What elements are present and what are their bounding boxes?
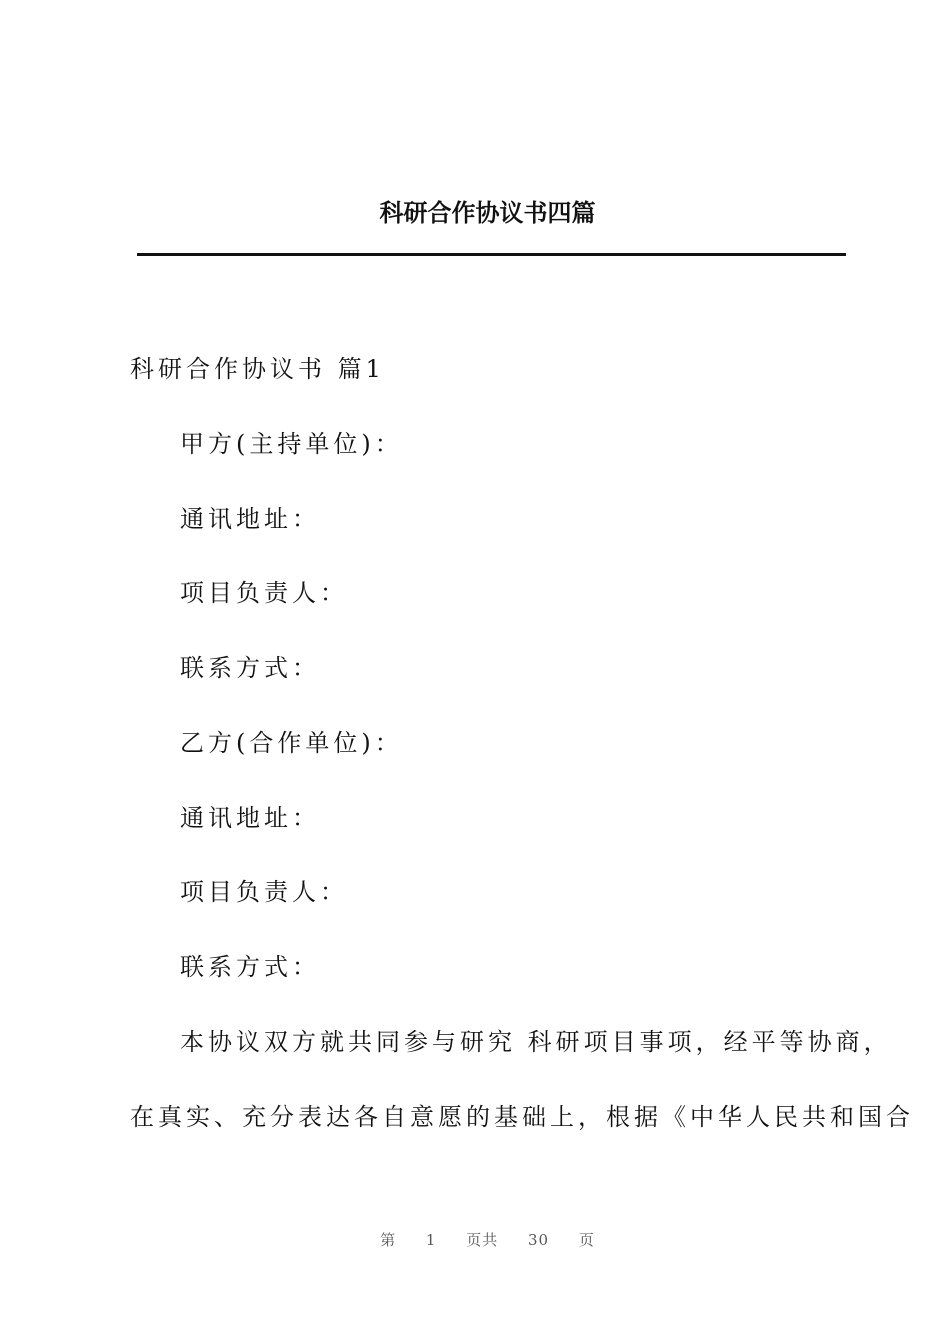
title-underline [137,253,846,256]
party-a-address: 通讯地址： [180,505,320,533]
footer-page-suffix: 页 [578,1231,595,1249]
party-b-contact: 联系方式： [180,953,320,981]
footer-page-word: 第 [380,1231,397,1249]
section-heading: 科研合作协议书 篇1 [130,355,385,383]
party-a-contact: 联系方式： [180,654,320,682]
party-b-leader: 项目负责人： [180,878,348,906]
footer-current-page: 1 [425,1231,437,1249]
footer-page-total-word: 页共 [466,1231,499,1249]
party-a-label: 甲方(主持单位)： [180,430,403,458]
party-a-leader: 项目负责人： [180,579,348,607]
page-footer [0,1229,950,1251]
party-b-address: 通讯地址： [180,804,320,832]
body-paragraph-line-1: 本协议双方就共同参与研究 科研项目事项，经平等协商， [180,1028,892,1056]
footer-total-pages: 30 [528,1231,550,1249]
document-title: 科研合作协议书四篇 [379,198,596,227]
party-b-label: 乙方(合作单位)： [180,729,403,757]
body-paragraph-line-2: 在真实、充分表达各自意愿的基础上，根据《中华人民共和国合 [130,1103,914,1131]
